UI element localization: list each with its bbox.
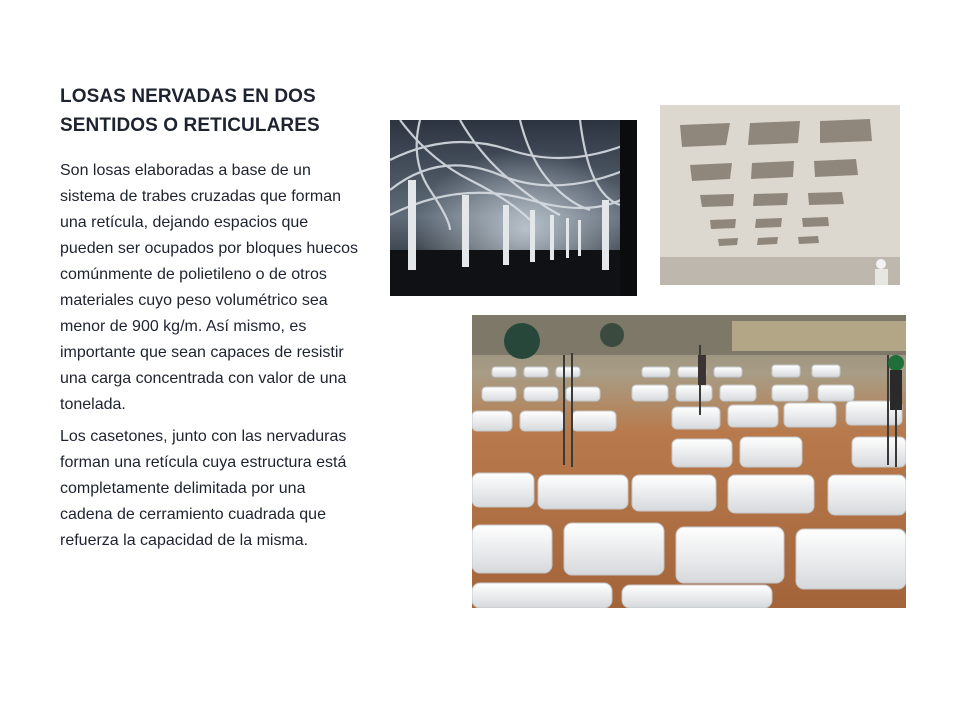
paragraph-1: Son losas elaboradas a base de un sistema de trabes cruzadas que forman una retícula, dejando espacios que pueden ser ocupados por bloques huecos comúnmente de polietileno o de otros materiales cuyo peso volumétrico sea menor de 900 kg/m. Así mismo, es importante que sean capaces de resistir una carga concentrada con valor de una tonelada. [60, 162, 358, 413]
paragraph-2: Los casetones, junto con las nervaduras forman una retícula cuya estructura está completamente delimitada por una cadena de cerramiento cuadrada que refuerza la capacidad de la misma. [60, 428, 347, 549]
photo-coffered-ceiling-image [660, 105, 900, 285]
slide-title: LOSAS NERVADAS EN DOS SENTIDOS O RETICULARES [60, 86, 320, 136]
photo-coffered-ceiling [660, 105, 900, 285]
photo-casetones-formwork [472, 315, 906, 608]
photo-waffle-slab-columns-image [390, 120, 637, 296]
slide-body [60, 158, 360, 560]
photo-waffle-slab-columns [390, 120, 637, 296]
photo-casetones-formwork-image [472, 315, 906, 608]
